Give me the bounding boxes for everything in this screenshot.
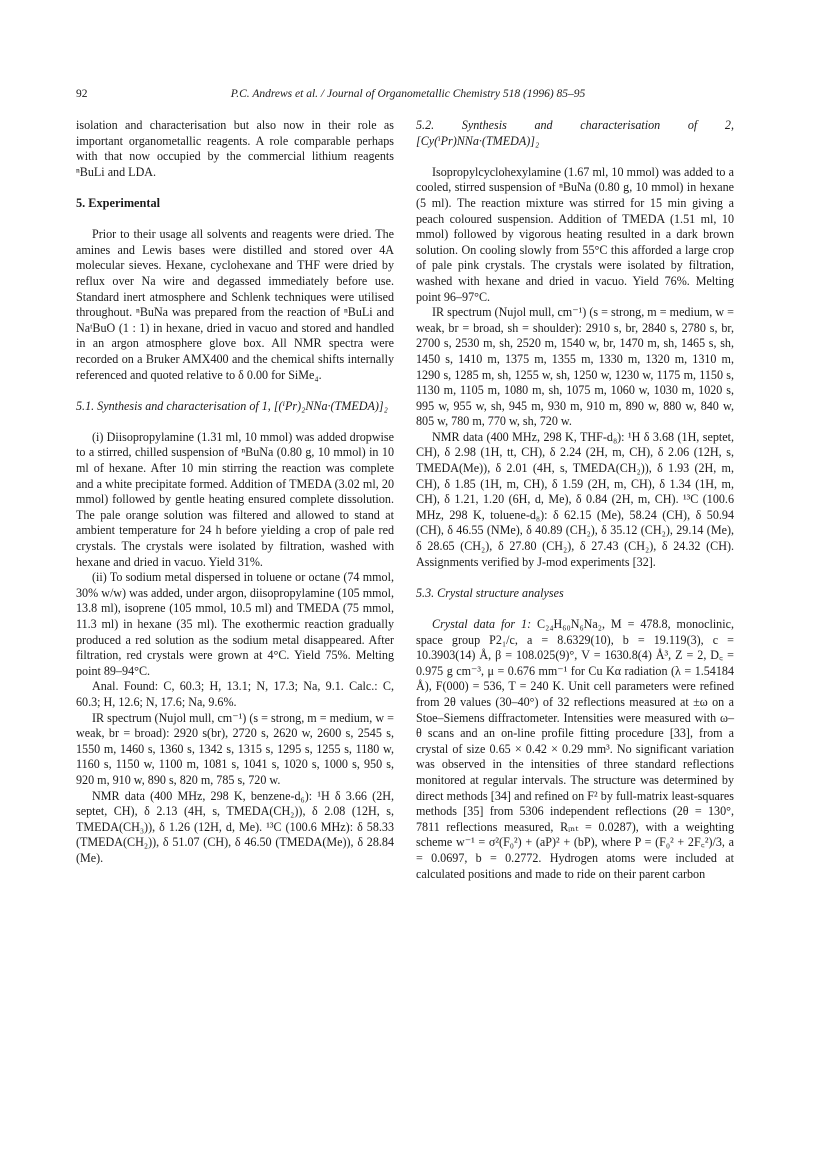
subsection-heading-5-2: 5.2. Synthesis and characterisation of 2, [Cy(ⁱPr)NNa·(TMEDA)]₂: [416, 118, 734, 148]
intro-paragraph: isolation and characterisation but also now in their role as important organometallic reagents. A role comparable perhaps with that now occupied by the commercial lithium reagents ⁿBuLi and LDA.: [76, 118, 394, 179]
experimental-paragraph: Prior to their usage all solvents and reagents were dried. The amines and Lewis bases were distilled and stored over 4A molecular sieves. Hexane, cyclohexane and THF were dried by reflux over Na wire and degassed immediately before use. Standard inert atmosphere and Schlenk techniques were utilised throughout. ⁿBuNa was prepared from the reaction of ⁿBuLi and NaᵗBuO (1 : 1) in hexane, dried in vacuo and stored and handled in an argon atmosphere glove box. All NMR spectra were recorded on a Bruker AMX400 and the chemical shifts internally referenced and quoted relative to δ 0.00 for SiMe₄.: [76, 227, 394, 382]
section-heading-experimental: 5. Experimental: [76, 195, 161, 210]
ir-paragraph-2: IR spectrum (Nujol mull, cm⁻¹) (s = strong, m = medium, w = weak, br = broad, sh = shoulder): 2910 s, br, 2840 s, 2780 s, br, 2700 s, 2530 m, sh, 2520 m, 1540 w, br, 1470 m, sh, 1465 s, sh, 1450 s, 1410 m, 1375 m, 1355 m, 1330 m, 1320 m, 1310 m, 1290 s, 1285 m, sh, 1255 w, sh, 1250 w, 1230 w, 1175 m, 1150 s, 1130 m, 1105 m, 1080 m, sh, 1075 m, 1060 w, 1030 m, 1020 s, 995 w, 955 w, sh, 945 m, 930 m, 910 m, 890 w, 880 w, 840 w, 805 w, 780 m, 770 w, sh, 720 w.: [416, 305, 734, 429]
right-column: [416, 118, 734, 882]
crystal-data-paragraph: [416, 617, 734, 882]
crystal-data-label: Crystal data for 1:: [432, 617, 532, 631]
nmr-paragraph-1: NMR data (400 MHz, 298 K, benzene-d₆): ¹H δ 3.66 (2H, septet, CH), δ 2.13 (4H, s, TMEDA(CH₂)), δ 2.08 (12H, s, TMEDA(CH₃)), δ 1.26 (12H, d, Me). ¹³C (100.6 MHz): δ 58.33 (TMEDA(CH₂)), δ 51.07 (CH), δ 46.50 (TMEDA(Me)), δ 28.84 (Me).: [76, 788, 394, 865]
synthesis-paragraph-2: Isopropylcyclohexylamine (1.67 ml, 10 mmol) was added to a cooled, stirred suspension of ⁿBuNa (0.80 g, 10 mmol) in hexane (5 ml). The reaction mixture was stirred for 15 min giving a peach coloured suspension. Addition of TMEDA (1.51 ml, 10 mmol) followed by vigorous heating resulted in a dark brown solution. On cooling slowly from 55°C this afforded a large crop of pale pink crystals. The crystals were isolated by filtration, washed with hexane and dried in vacuo. Yield 76%. Melting point 96–97°C.: [416, 164, 734, 304]
synthesis-paragraph-ii: (ii) To sodium metal dispersed in toluene or octane (74 mmol, 30% w/w) was added, under argon, diisopropylamine (105 mmol, 13.8 ml), isoprene (105 mmol, 10.5 ml) and TMEDA (75 mmol, 11.3 ml) in hexane (35 ml). The exothermic reaction gradually produced a red solution as the sodium metal disappeared. After filtration, red crystals were grown at 4°C. Yield 75%. Melting point 89–94°C.: [76, 570, 394, 678]
synthesis-paragraph-i: (i) Diisopropylamine (1.31 ml, 10 mmol) was added dropwise to a stirred, chilled suspension of ⁿBuNa (0.80 g, 10 mmol) in 10 ml of hexane. After 10 min stirring the reaction was complete and a white precipitate formed. Addition of TMEDA (3.02 ml, 20 mmol) followed by gentle heating ensured complete dissolution. The pale orange solution was filtered and allowed to stand at ambient temperature for 24 h before yielding a crop of pale red crystals. The crystals were isolated by filtration, washed with hexane and dried in vacuo. Yield 31%.: [76, 429, 394, 569]
left-column: [76, 118, 394, 867]
analysis-paragraph: Anal. Found: C, 60.3; H, 13.1; N, 17.3; Na, 9.1. Calc.: C, 60.3; H, 12.6; N, 17.6; Na, 9.6%.: [76, 679, 394, 709]
nmr-paragraph-2: NMR data (400 MHz, 298 K, THF-d₈): ¹H δ 3.68 (1H, septet, CH), δ 2.98 (1H, tt, CH), δ 2.24 (2H, m, CH), δ 2.06 (12H, s, TMEDA(Me)), δ 2.01 (4H, s, TMEDA(CH₂)), δ 1.93 (2H, m, CH), δ 1.85 (1H, m, CH), δ 1.59 (2H, m, CH), δ 1.34 (1H, m, CH), δ 1.21, 1.20 (6H, d, Me), δ 0.84 (2H, m, CH). ¹³C (100.6 MHz, 298 K, toluene-d₈): δ 62.15 (Me), 58.24 (CH), δ 50.94 (CH), δ 46.55 (NMe), δ 40.89 (CH₂), δ 35.12 (CH₂), 29.14 (Me), δ 28.65 (CH₂), δ 27.80 (CH₂), δ 27.43 (CH₂), δ 24.32 (CH). Assignments verified by J-mod experiments [32].: [416, 429, 734, 569]
subsection-heading-5-3: 5.3. Crystal structure analyses: [416, 585, 564, 600]
page-number: 92: [76, 88, 88, 100]
crystal-data-text: C₂₄H₆₀N₆Na₂, M = 478.8, monoclinic, space group P2₁/c, a = 8.6329(10), b = 19.119(3), c = 10.3903(14) Å, β = 108.025(9)°, V = 1630.8(4) Å³, Z = 2, D꜀ = 0.975 g cm⁻³, μ = 0.676 mm⁻¹ for Cu Kα radiation (λ = 1.54184 Å), F(000) = 536, T = 240 K. Unit cell parameters were refined from 2θ values (30–40°) of 32 reflections measured at ±ω on a Stoe–Siemens diffractometer. Intensities were measured with ω–θ scans and an on-line profile fitting procedure [33], from a crystal of size 0.65 × 0.42 × 0.29 mm³. No significant variation was observed in the intensities of three standard reflections monitored at regular intervals. The structure was determined by direct methods [34] and refined on F² by full-matrix least-squares methods [35] from 5306 independent reflections (2θ = 130°, 7811 reflections measured, Rᵢₙₜ = 0.0287), with a weighting scheme w⁻¹ = σ²(F₀²) + (aP)² + (bP), where P = (F₀² + 2F꜀²)/3, a = 0.0697, b = 0.2772. Hydrogen atoms were included at calculated positions and made to ride on their parent carbon: [416, 617, 734, 881]
running-header: [76, 88, 740, 104]
running-title: P.C. Andrews et al. / Journal of Organometallic Chemistry 518 (1996) 85–95: [230, 88, 586, 100]
subsection-heading-5-1: 5.1. Synthesis and characterisation of 1, [(ⁱPr)₂NNa·(TMEDA)]₂: [76, 398, 388, 413]
ir-paragraph-1: IR spectrum (Nujol mull, cm⁻¹) (s = strong, m = medium, w = weak, br = broad): 2920 s(br), 2720 s, 2620 w, 2600 s, 2545 s, 1550 m, 1460 s, 1360 s, 1342 s, 1315 s, 1295 s, 1255 s, 1180 w, 1160 s, 1150 w, 1100 m, 1081 s, 1041 s, 1020 s, 1000 s, 950 s, 920 m, 910 w, 890 s, 820 m, 785 s, 720 w.: [76, 710, 394, 787]
